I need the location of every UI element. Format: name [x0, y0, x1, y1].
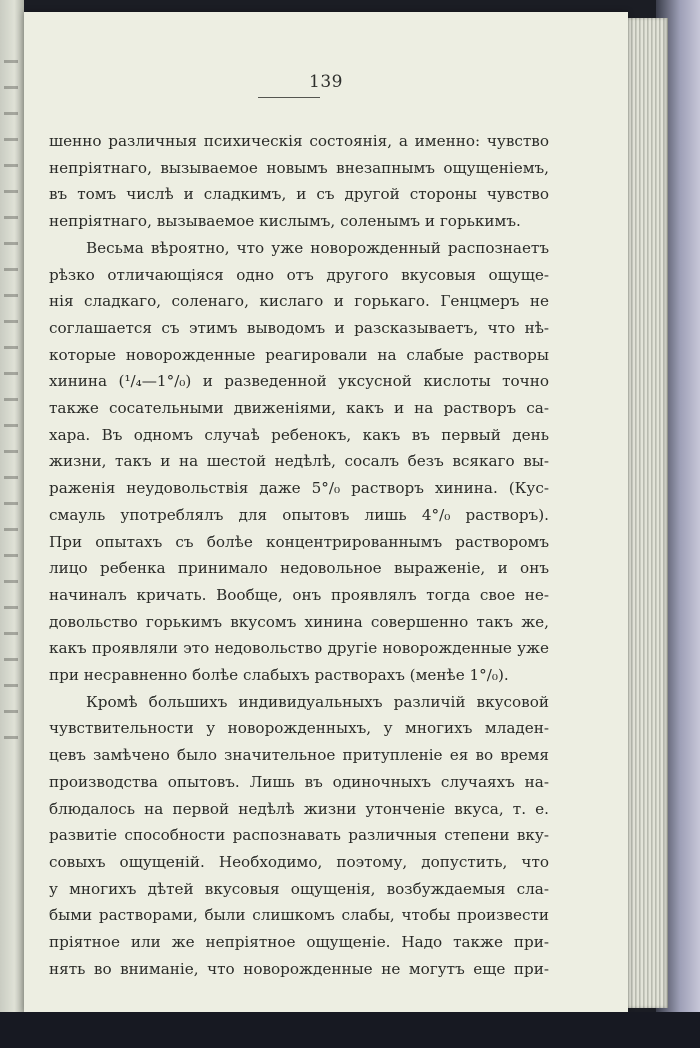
text-line: шенно различныя психическія состоянія, а именно: чувство [49, 132, 549, 150]
background-bottom [0, 1012, 700, 1048]
text-line: непріятнаго, вызываемое новымъ внезапнымъ ощущеніемъ, [49, 158, 549, 177]
text-line: въ томъ числѣ и сладкимъ, и съ другой стороны чувство [49, 185, 549, 204]
text-line: раженія неудовольствія даже 5°/₀ растворъ хинина. (Кус- [49, 479, 549, 498]
text-line: Весьма вѣроятно, что уже новорожденный распознаетъ [86, 238, 549, 257]
text-line: при несравненно болѣе слабыхъ растворахъ (менѣе 1°/₀). [49, 666, 509, 685]
text-line: Кромѣ большихъ индивидуальныхъ различій вкусовой [86, 692, 549, 711]
text-line: цевъ замѣчено было значительное притупленіе ея во время [49, 746, 549, 765]
text-line: совыхъ ощущеній. Необходимо, поэтому, допустить, что [49, 852, 549, 871]
text-line: лицо ребенка принимало недовольное выраженіе, и онъ [49, 559, 549, 578]
text-line: развитіе способности распознавать различныя степени вку- [49, 826, 549, 845]
text-line: При опытахъ съ болѣе концентрированнымъ растворомъ [49, 532, 549, 551]
text-line: пріятное или же непріятное ощущеніе. Надо также при- [49, 933, 549, 952]
text-line: блюдалось на первой недѣлѣ жизни утонченіе вкуса, т. е. [49, 799, 549, 818]
page-number: 139 [309, 72, 343, 92]
text-line: жизни, такъ и на шестой недѣлѣ, сосалъ безъ всякаго вы- [49, 452, 549, 471]
text-line: нять во вниманіе, что новорожденные не могутъ еще при- [49, 959, 549, 978]
text-line: какъ проявляли это недовольство другіе новорожденные уже [49, 639, 549, 658]
left-page-edge [0, 0, 24, 1048]
text-line: непріятнаго, вызываемое кислымъ, соленымъ и горькимъ. [49, 212, 521, 231]
text-line: у многихъ дѣтей вкусовыя ощущенія, возбуждаемыя сла- [49, 879, 549, 898]
text-line: чувствительности у новорожденныхъ, у многихъ младен- [49, 719, 549, 738]
body-text [49, 128, 549, 983]
text-line: хара. Въ одномъ случаѣ ребенокъ, какъ въ первый день [49, 425, 549, 444]
text-line: также сосательными движеніями, какъ и на растворъ са- [49, 399, 549, 418]
text-line: хинина (¹/₄—1°/₀) и разведенной уксусной кислоты точно [49, 372, 549, 391]
text-line: производства опытовъ. Лишь въ одиночныхъ случаяхъ на- [49, 772, 549, 791]
text-line: соглашается съ этимъ выводомъ и разсказываетъ, что нѣ- [49, 318, 549, 337]
page-number-rule [258, 97, 320, 98]
left-page-text-fragment [4, 60, 18, 760]
text-line: рѣзко отличающіяся одно отъ другого вкусовыя ощуще- [49, 265, 549, 284]
text-line: нія сладкаго, соленаго, кислаго и горькаго. Генцмеръ не [49, 292, 549, 311]
text-line: быми растворами, были слишкомъ слабы, чтобы произвести [49, 906, 549, 925]
book-page [24, 12, 628, 1012]
text-line: начиналъ кричать. Вообще, онъ проявлялъ тогда свое не- [49, 585, 549, 604]
text-line: довольство горькимъ вкусомъ хинина совершенно такъ же, [49, 612, 549, 631]
text-line: которые новорожденные реагировали на слабые растворы [49, 345, 549, 364]
page-stack-edge [624, 18, 668, 1008]
text-line: смауль употреблялъ для опытовъ лишь 4°/₀ растворъ). [49, 505, 549, 524]
